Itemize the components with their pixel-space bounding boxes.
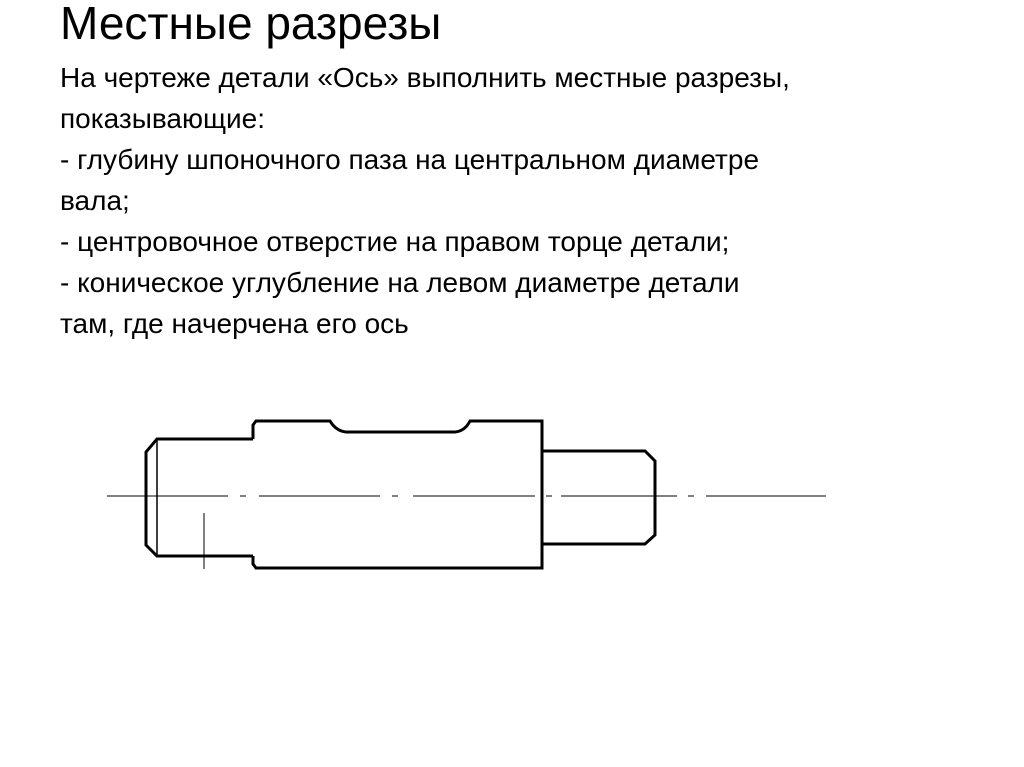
task-line-7: там, где начерчена его ось bbox=[60, 308, 409, 339]
slide-title: Местные разрезы bbox=[60, 0, 442, 49]
task-line-3: - глубину шпоночного паза на центральном диаметре bbox=[60, 144, 760, 175]
task-line-1: На чертеже детали «Ось» выполнить местные разрезы, bbox=[60, 62, 790, 93]
task-line-4: вала; bbox=[60, 185, 130, 216]
task-line-2: показывающие: bbox=[60, 103, 265, 134]
central-body-outline bbox=[253, 421, 542, 568]
task-line-5: - центровочное отверстие на правом торце детали; bbox=[60, 226, 730, 257]
task-line-6: - коническое углубление на левом диаметре детали bbox=[60, 267, 740, 298]
right-journal-outline bbox=[542, 451, 655, 544]
left-journal-outline bbox=[146, 439, 253, 556]
